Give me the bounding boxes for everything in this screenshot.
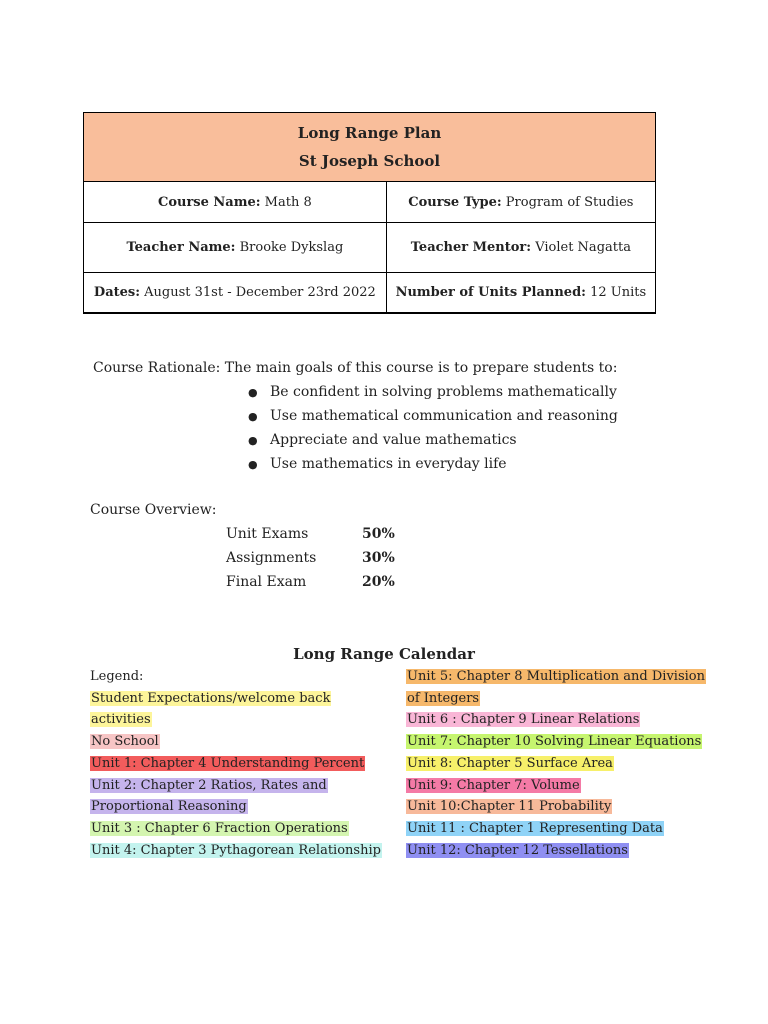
rationale-list (248, 380, 618, 476)
school-name: St Joseph School (298, 152, 441, 170)
legend-item-text: Unit 2: Chapter 2 Ratios, Rates and Proportional Reasoning (91, 777, 327, 815)
legend-item-text: Unit 7: Chapter 10 Solving Linear Equations (407, 734, 702, 750)
legend-item-text: Unit 12: Chapter 12 Tessellations (407, 842, 628, 858)
title-cell (84, 113, 656, 182)
legend-right-column (406, 666, 706, 861)
course-type-value: Program of Studies (501, 194, 634, 210)
course-type-label: Course Type: (408, 194, 502, 210)
course-rationale-intro: Course Rationale: The main goals of this course is to prepare students to: (93, 360, 618, 376)
grade-component-weight: 20% (362, 574, 395, 590)
bullet-icon: ● (248, 386, 258, 399)
grade-component-weight: 30% (362, 550, 395, 566)
rationale-item-text: Appreciate and value mathematics (270, 432, 517, 448)
rationale-item-text: Use mathematics in everyday life (270, 456, 507, 472)
legend-item (90, 731, 390, 753)
rationale-item-text: Be confident in solving problems mathematically (270, 384, 617, 400)
course-name-label: Course Name: (157, 194, 261, 210)
calendar-title: Long Range Calendar (293, 645, 475, 663)
course-overview-title: Course Overview: (90, 502, 217, 518)
units-planned-value: 12 Units (585, 285, 647, 300)
units-planned-cell (386, 273, 655, 314)
teacher-mentor-cell (386, 223, 655, 273)
legend-item (90, 840, 390, 862)
course-info-table (83, 112, 656, 314)
legend-label: Legend: (90, 669, 144, 684)
bullet-icon: ● (248, 434, 258, 447)
teacher-name-label: Teacher Name: (126, 240, 236, 255)
list-item (248, 428, 618, 452)
teacher-name-cell (84, 223, 387, 273)
legend-item (406, 709, 706, 731)
legend-item (406, 818, 706, 840)
dates-label: Dates: (93, 285, 141, 300)
teacher-mentor-value: Violet Nagatta (531, 240, 631, 255)
dates-cell (84, 273, 387, 314)
legend-item (90, 688, 390, 731)
legend-item (406, 753, 706, 775)
grade-component-weight: 50% (362, 526, 395, 542)
course-name-value: Math 8 (260, 194, 312, 210)
bullet-icon: ● (248, 458, 258, 471)
list-item (248, 452, 618, 476)
bullet-icon: ● (248, 410, 258, 423)
legend-item (406, 840, 706, 862)
legend-left-column (90, 666, 390, 861)
dates-value: August 31st - December 23rd 2022 (140, 285, 376, 300)
legend-item (90, 775, 390, 818)
grade-component-name: Assignments (226, 550, 317, 566)
legend-item-text: Unit 8: Chapter 5 Surface Area (407, 755, 613, 771)
legend-item-text: Unit 6 : Chapter 9 Linear Relations (407, 712, 640, 728)
legend-item-text: Unit 5: Chapter 8 Multiplication and Division of Integers (407, 669, 705, 706)
course-name-cell (84, 182, 387, 223)
list-item (248, 404, 618, 428)
legend-item (90, 753, 390, 775)
legend-item-text: Unit 11 : Chapter 1 Representing Data (407, 820, 663, 836)
grade-component-name: Unit Exams (226, 526, 309, 542)
grade-component-name: Final Exam (226, 574, 307, 590)
teacher-mentor-label: Teacher Mentor: (410, 240, 532, 255)
teacher-name-value: Brooke Dykslag (235, 240, 344, 255)
legend-item-text: Unit 4: Chapter 3 Pythagorean Relationship (91, 842, 381, 858)
table-row (226, 522, 395, 546)
list-item (248, 380, 618, 404)
legend-item (406, 666, 706, 709)
rationale-item-text: Use mathematical communication and reasoning (270, 408, 618, 424)
legend-item (406, 796, 706, 818)
table-row (226, 546, 395, 570)
table-row (226, 570, 395, 594)
legend-item-text: Student Expectations/welcome back activities (91, 690, 331, 728)
course-type-cell (386, 182, 655, 223)
legend-item-text: Unit 3 : Chapter 6 Fraction Operations (91, 820, 348, 836)
legend-item-text: Unit 1: Chapter 4 Understanding Percent (91, 755, 365, 771)
legend-item-text: No School (91, 734, 159, 750)
plan-title: Long Range Plan (297, 124, 442, 142)
legend-item (406, 731, 706, 753)
units-planned-label: Number of Units Planned: (395, 285, 586, 300)
legend-item (90, 818, 390, 840)
legend-item (406, 775, 706, 797)
legend-item-text: Unit 9: Chapter 7: Volume (407, 777, 580, 793)
grade-weighting-table (226, 522, 395, 594)
legend-item-text: Unit 10:Chapter 11 Probability (407, 799, 612, 815)
